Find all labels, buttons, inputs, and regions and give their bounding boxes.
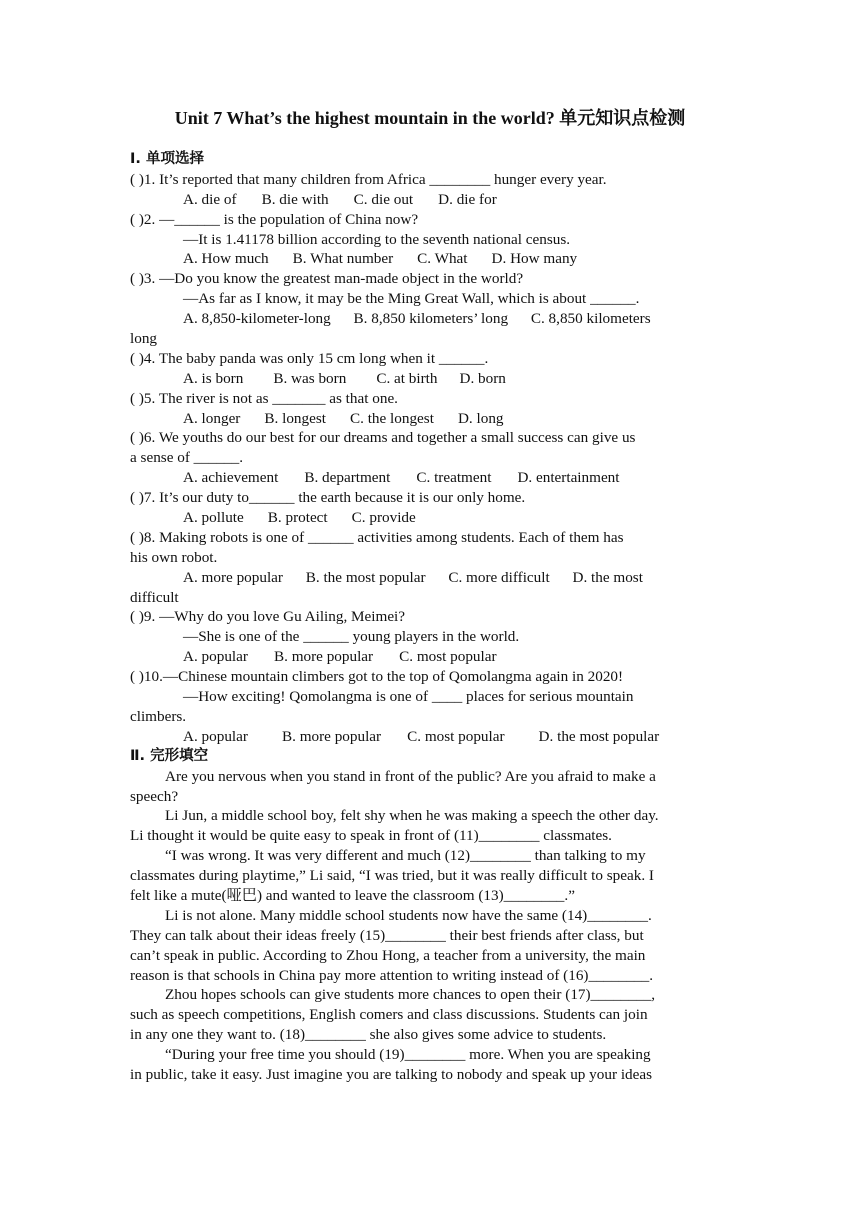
option: A. is born bbox=[183, 369, 244, 387]
question-5-options bbox=[130, 409, 730, 429]
option: C. most popular bbox=[407, 727, 505, 745]
question-8-stem-wrap: his own robot. bbox=[130, 548, 218, 566]
passage-line: Are you nervous when you stand in front of the public? Are you afraid to make a bbox=[165, 767, 656, 785]
question-2-stem: ( )2. —______ is the population of China now? bbox=[130, 210, 419, 228]
question-10-options bbox=[130, 727, 730, 747]
option: D. How many bbox=[491, 250, 578, 268]
question-3-options-wrap: long bbox=[130, 330, 158, 348]
option: A. How much bbox=[183, 250, 269, 268]
page-title: Unit 7 What’s the highest mountain in the world? 单元知识点检测 bbox=[174, 108, 686, 128]
question-8-options-wrap: difficult bbox=[130, 588, 179, 606]
question-3-stem: ( )3. —Do you know the greatest man-made object in the world? bbox=[130, 270, 524, 288]
passage-line: “I was wrong. It was very different and much (12)________ than talking to my bbox=[165, 847, 646, 865]
passage-line: classmates during playtime,” Li said, “I was tried, but it was really difficult to speak. I bbox=[130, 867, 654, 885]
option: C. most popular bbox=[399, 648, 497, 666]
question-9-reply: —She is one of the ______ young players in the world. bbox=[183, 628, 520, 646]
option: B. What number bbox=[292, 250, 394, 268]
question-7-stem: ( )7. It’s our duty to______ the earth because it is our only home. bbox=[130, 489, 526, 507]
option: D. born bbox=[459, 369, 506, 387]
question-3-options: A. 8,850-kilometer-long B. 8,850 kilometers’ long C. 8,850 kilometers bbox=[183, 310, 651, 328]
question-5-stem: ( )5. The river is not as _______ as that one. bbox=[130, 389, 398, 407]
question-10-stem: ( )10.—Chinese mountain climbers got to the top of Qomolangma again in 2020! bbox=[130, 668, 624, 686]
question-7-options bbox=[130, 508, 730, 528]
passage-line: “During your free time you should (19)________ more. When you are speaking bbox=[165, 1046, 651, 1064]
question-1-stem: ( )1. It’s reported that many children from Africa ________ hunger every year. bbox=[130, 170, 607, 188]
option: D. die for bbox=[438, 190, 497, 208]
passage-line: in any one they want to. (18)________ she also gives some advice to students. bbox=[130, 1026, 607, 1044]
option: A. popular bbox=[183, 727, 248, 745]
option: D. the most popular bbox=[538, 727, 660, 745]
question-6-stem: ( )6. We youths do our best for our dreams and together a small success can give us bbox=[130, 429, 636, 447]
option: A. die of bbox=[183, 190, 237, 208]
passage-line: Li Jun, a middle school boy, felt shy when he was making a speech the other day. bbox=[165, 807, 659, 825]
option: B. longest bbox=[264, 409, 326, 427]
passage-line: Li is not alone. Many middle school students now have the same (14)________. bbox=[165, 906, 652, 924]
passage-line: Zhou hopes schools can give students more chances to open their (17)________, bbox=[165, 986, 656, 1004]
question-9-options bbox=[130, 647, 730, 667]
question-10-reply: —How exciting! Qomolangma is one of ____ places for serious mountain bbox=[183, 688, 634, 706]
option: B. protect bbox=[267, 509, 328, 527]
option: A. longer bbox=[183, 409, 241, 427]
passage-line: They can talk about their ideas freely (15)________ their best friends after class, but bbox=[130, 926, 644, 944]
option: A. achievement bbox=[183, 469, 279, 487]
question-8-options: A. more popular B. the most popular C. more difficult D. the most bbox=[183, 568, 643, 586]
option: B. more popular bbox=[273, 648, 374, 666]
question-10-reply-wrap: climbers. bbox=[130, 707, 187, 725]
question-9-stem: ( )9. —Why do you love Gu Ailing, Meimei? bbox=[130, 608, 406, 626]
question-6-stem-wrap: a sense of ______. bbox=[130, 449, 244, 467]
option: D. entertainment bbox=[517, 469, 620, 487]
question-4-stem: ( )4. The baby panda was only 15 cm long when it ______. bbox=[130, 349, 489, 367]
passage-line: reason is that schools in China pay more attention to writing instead of (16)________. bbox=[130, 966, 654, 984]
option: C. provide bbox=[351, 509, 416, 527]
option: C. at birth bbox=[376, 369, 438, 387]
section-heading-cloze: Ⅱ. 完形填空 bbox=[130, 747, 209, 764]
passage-line: can’t speak in public. According to Zhou Hong, a teacher from a university, the main bbox=[130, 946, 646, 964]
passage-line: Li thought it would be quite easy to speak in front of (11)________ classmates. bbox=[130, 827, 612, 845]
option: D. long bbox=[457, 409, 504, 427]
question-1-options bbox=[130, 190, 730, 210]
question-4-options bbox=[130, 369, 730, 389]
cloze-passage bbox=[130, 767, 730, 1085]
option: C. die out bbox=[353, 190, 414, 208]
question-3-reply: —As far as I know, it may be the Ming Great Wall, which is about ______. bbox=[183, 290, 640, 308]
option: C. the longest bbox=[349, 409, 434, 427]
option: A. pollute bbox=[183, 509, 244, 527]
question-2-options bbox=[130, 249, 730, 269]
question-2-reply: —It is 1.41178 billion according to the seventh national census. bbox=[183, 230, 571, 248]
worksheet-content bbox=[130, 150, 730, 1085]
section-heading-multiple-choice: Ⅰ. 单项选择 bbox=[130, 151, 204, 167]
passage-line: speech? bbox=[130, 787, 179, 805]
question-8-stem: ( )8. Making robots is one of ______ activities among students. Each of them has bbox=[130, 528, 624, 546]
question-6-options bbox=[130, 468, 730, 488]
option: A. popular bbox=[183, 648, 248, 666]
option: B. die with bbox=[261, 190, 329, 208]
passage-line: such as speech competitions, English comers and class discussions. Students can join bbox=[130, 1006, 648, 1024]
option: B. more popular bbox=[281, 727, 382, 745]
option: B. department bbox=[304, 469, 391, 487]
option: C. treatment bbox=[416, 469, 492, 487]
passage-line: felt like a mute(哑巴) and wanted to leave the classroom (13)________.” bbox=[130, 886, 575, 904]
passage-line: in public, take it easy. Just imagine you are talking to nobody and speak up your ideas bbox=[130, 1065, 653, 1083]
option: C. What bbox=[417, 250, 468, 268]
option: B. was born bbox=[273, 369, 347, 387]
